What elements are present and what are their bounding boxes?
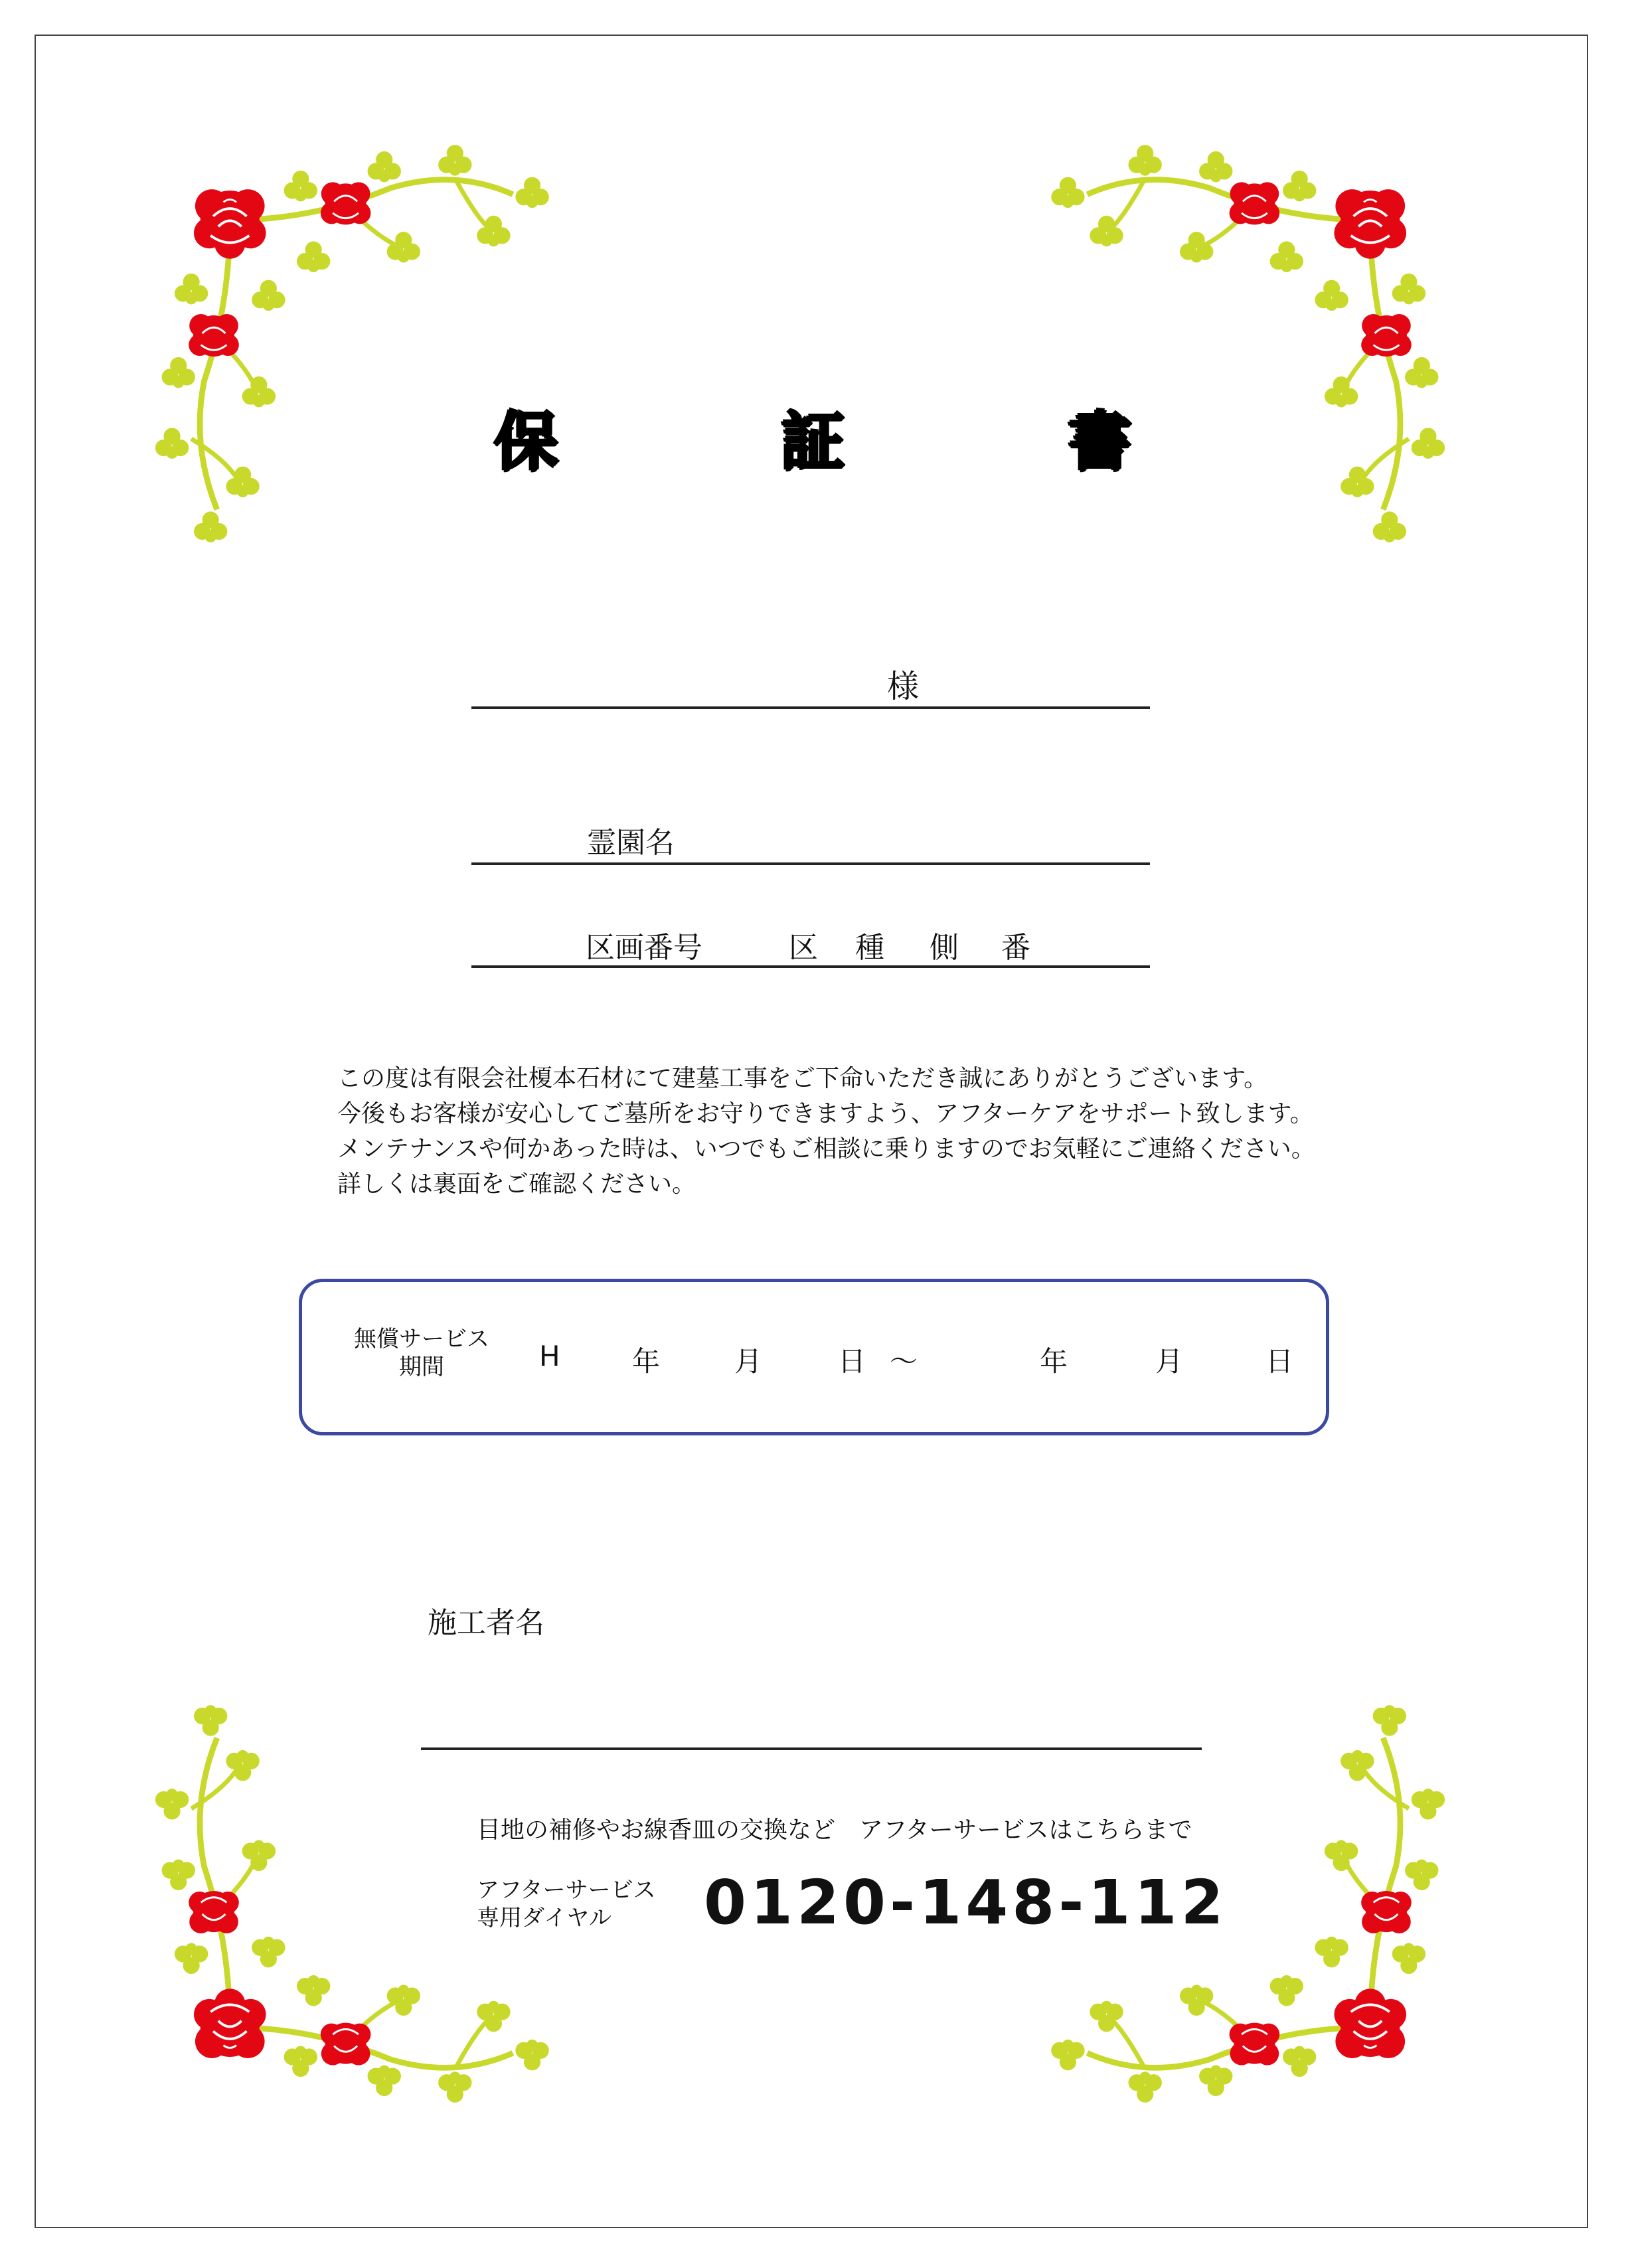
contractor-label: 施工者名 xyxy=(428,1606,544,1640)
rose-corner-top-left xyxy=(153,143,564,568)
phone-number[interactable]: 0120-148-112 xyxy=(704,1867,1228,1938)
service-from-month: 月 xyxy=(734,1345,763,1378)
plot-unit-shu: 種 xyxy=(855,931,884,965)
plot-unit-gawa: 側 xyxy=(930,931,959,965)
recipient-suffix: 様 xyxy=(887,668,920,705)
cemetery-label: 霊園名 xyxy=(587,826,675,860)
plot-unit-ban: 番 xyxy=(1001,931,1030,965)
dial-label-line2: 専用ダイヤル xyxy=(477,1905,611,1931)
service-label-line1: 無償サービス xyxy=(354,1326,489,1352)
dial-label xyxy=(477,1876,656,1932)
contractor-line[interactable] xyxy=(421,1747,1202,1750)
service-from-day: 日 xyxy=(838,1345,866,1378)
service-to-month: 月 xyxy=(1155,1345,1184,1378)
service-era: H xyxy=(539,1340,560,1372)
plot-unit-ku: 区 xyxy=(789,931,818,965)
rose-corner-top-right xyxy=(1036,143,1447,568)
dial-label-line1: アフターサービス xyxy=(477,1877,656,1903)
after-service-note: 目地の補修やお線香皿の交換など アフターサービスはこちらまで xyxy=(477,1817,1192,1844)
message-line: 詳しくは裏面をご確認ください。 xyxy=(337,1171,696,1198)
cemetery-line[interactable] xyxy=(471,862,1150,865)
service-label-line2: 期間 xyxy=(399,1354,444,1380)
service-tilde: ～ xyxy=(890,1345,918,1378)
message-line: 今後もお客様が安心してご墓所をお守りできますよう、アフターケアをサポート致します。 xyxy=(337,1100,1314,1127)
service-period-label xyxy=(339,1325,505,1381)
plot-label: 区画番号 xyxy=(586,931,702,965)
plot-line[interactable] xyxy=(471,965,1150,968)
message-text xyxy=(337,1061,1315,1202)
message-line: メンテナンスや何かあった時は、いつでもご相談に乗りますのでお気軽にご連絡ください。 xyxy=(337,1135,1315,1163)
service-to-day: 日 xyxy=(1265,1345,1294,1378)
message-line: この度は有限会社榎本石材にて建墓工事をご下命いただき誠にありがとうございます。 xyxy=(337,1065,1268,1092)
service-from-year: 年 xyxy=(632,1345,661,1378)
document-title: 保 証 書 xyxy=(494,405,1212,479)
recipient-line[interactable] xyxy=(471,706,1150,709)
service-to-year: 年 xyxy=(1040,1345,1068,1378)
